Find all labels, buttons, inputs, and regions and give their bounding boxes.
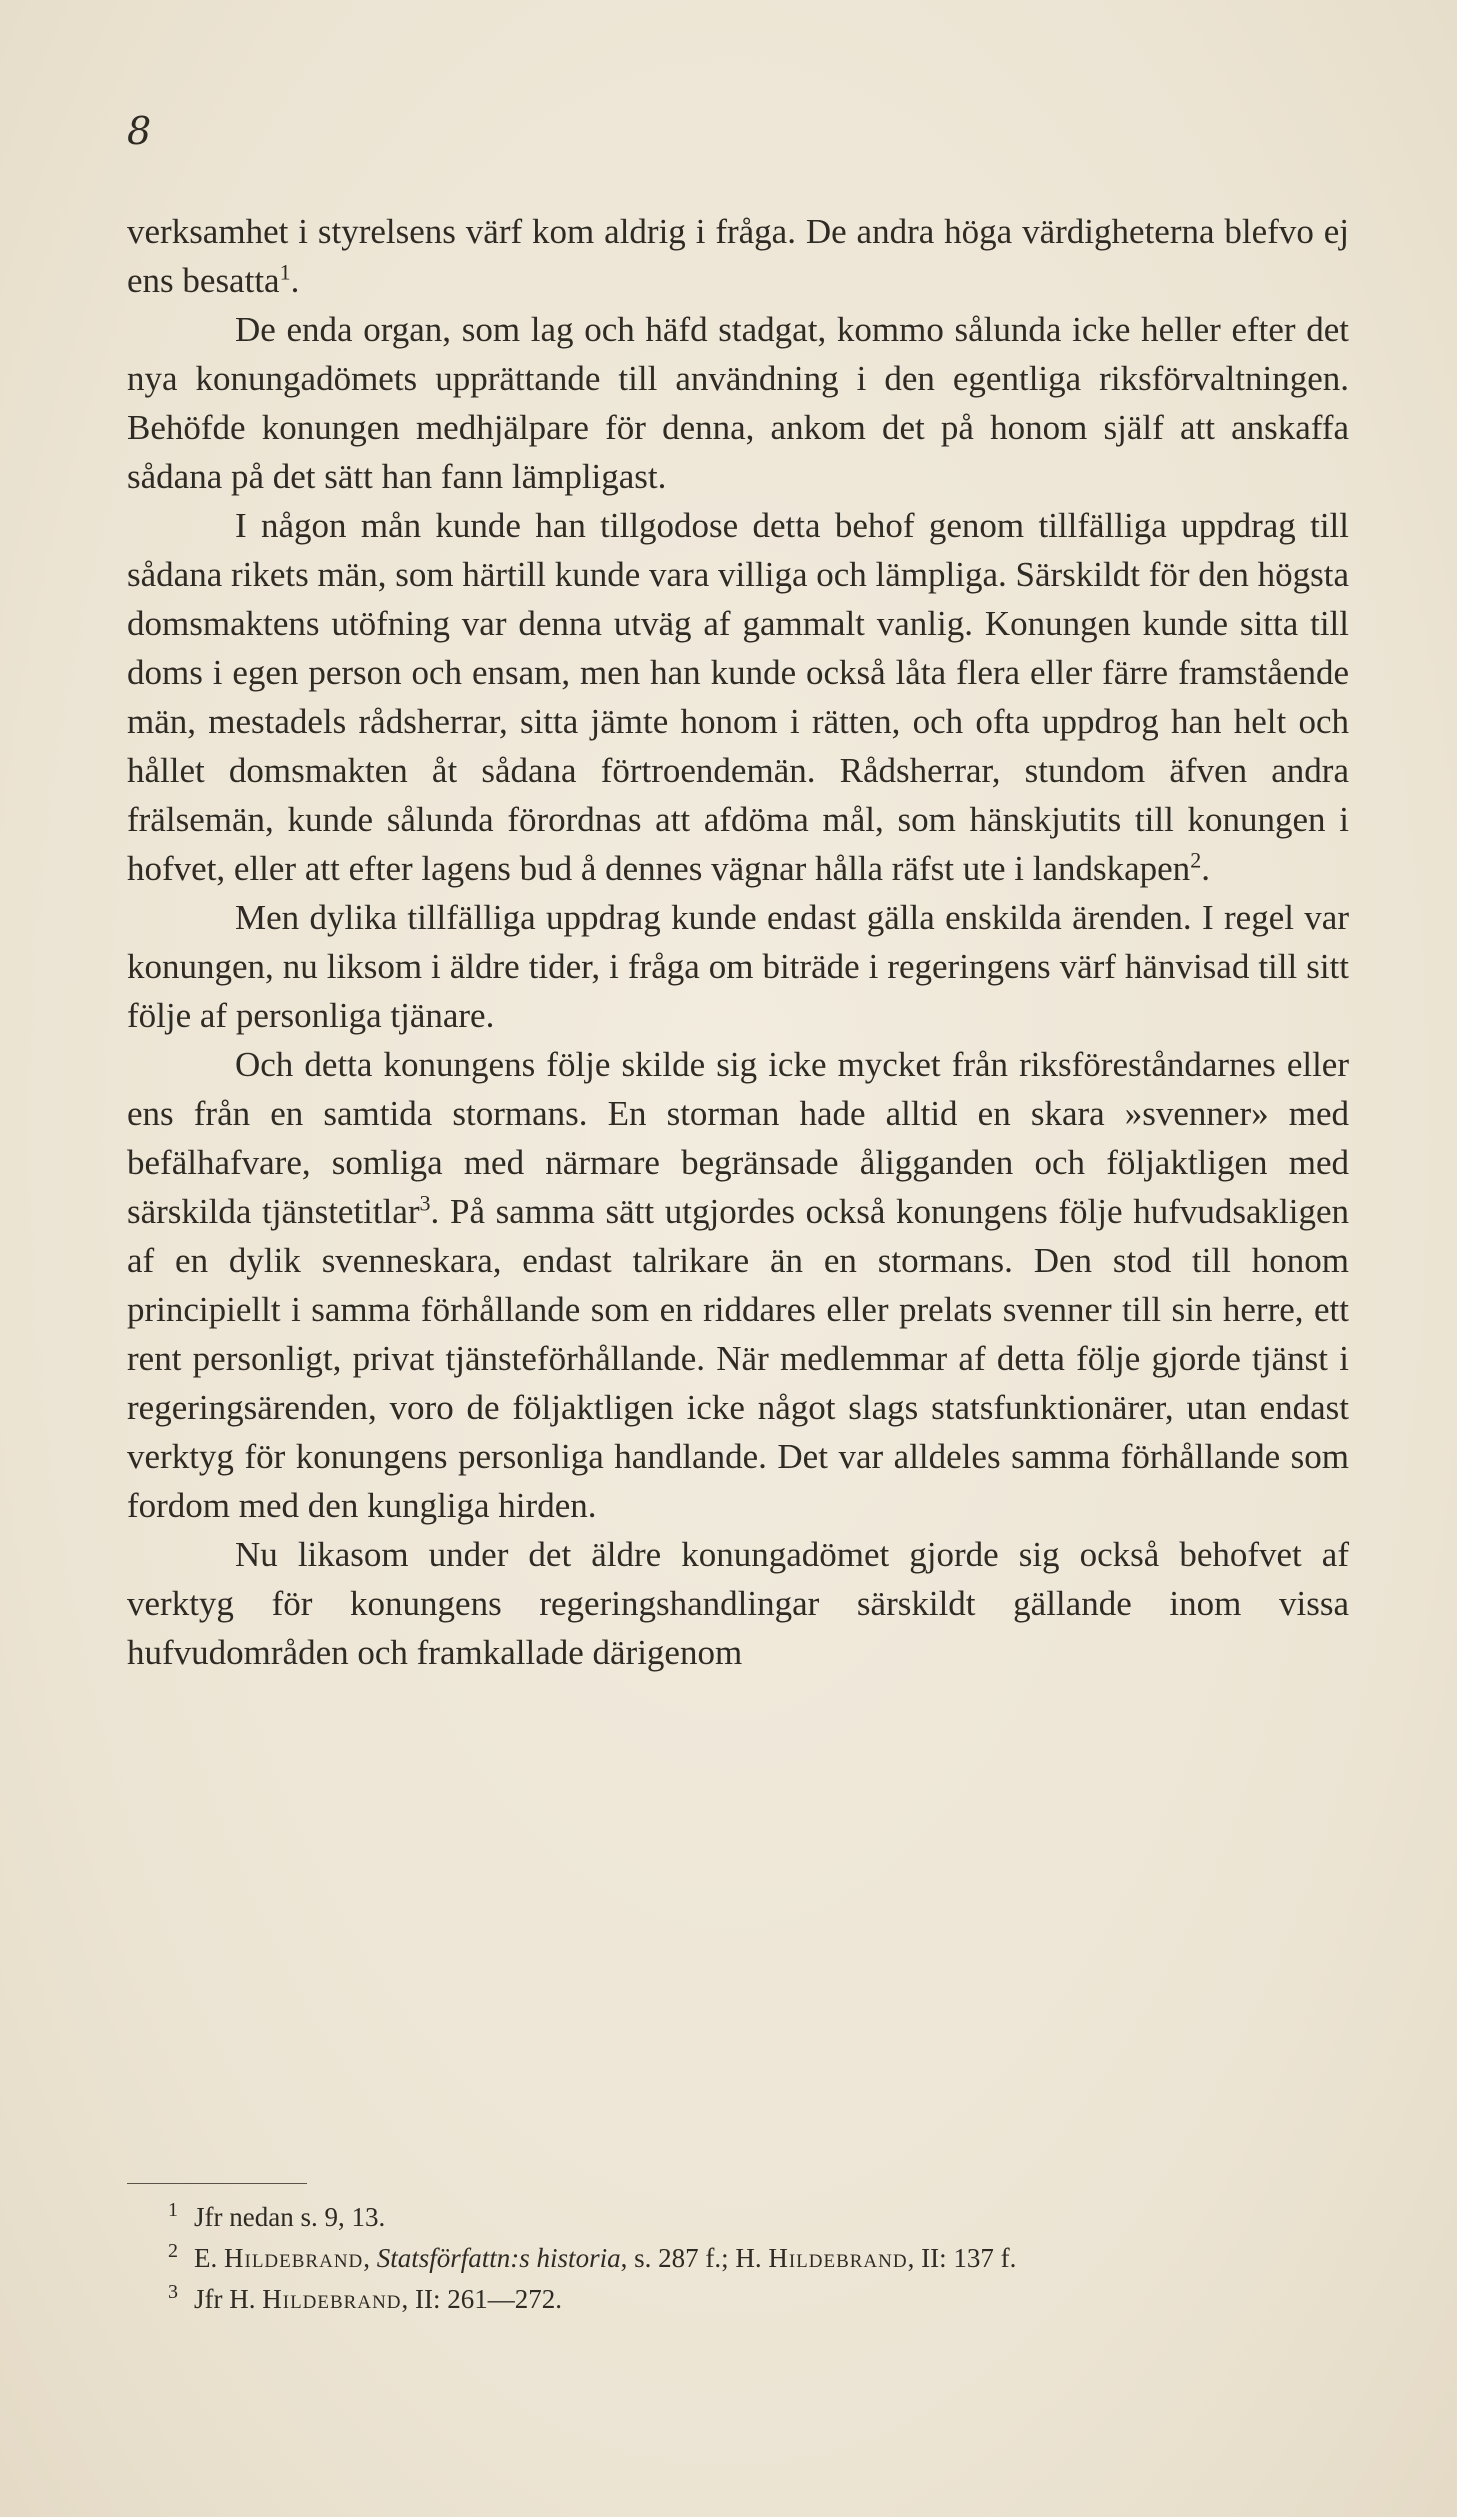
footnote-2-sep: , — [363, 2243, 377, 2273]
paragraph-4: Men dylika tillfälliga uppdrag kunde endast gälla enskilda ärenden. I regel var konungen, nu liksom i äldre tider, i fråga om biträde i regeringens värf hänvisad till sitt följe af personliga tjänare. — [127, 898, 1349, 1035]
footnote-divider — [127, 2183, 307, 2184]
body-text — [127, 207, 1349, 1677]
paragraph-2: De enda organ, som lag och häfd stadgat, kommo sålunda icke heller efter det nya konungadömets upprättande till användning i den egentliga riksförvaltningen. Behöfde konungen medhjälpare för denna, ankom det på honom själf att anskaffa sådana på det sätt han fann lämpligast. — [127, 310, 1349, 496]
footnote-1-text: Jfr nedan s. 9, 13. — [194, 2202, 386, 2232]
paragraph-5-text: Och detta konungens följe skilde sig icke mycket från riksföreståndarnes eller ens från en samtida stormans. En storman hade alltid en skara »svenner» med befälhafvare, somliga med närmare begränsade åligganden och följaktligen med särskilda tjänstetitlar — [127, 1045, 1349, 1231]
footnote-3: 3 Jfr H. Hildebrand, II: 261—272. — [168, 2281, 563, 2314]
paragraph-3-text: I någon mån kunde han tillgodose detta behof genom tillfälliga uppdrag till sådana rikets män, som härtill kunde vara villiga och lämpliga. Särskildt för den högsta domsmaktens utöfning var denna utväg af gammalt vanlig. Konungen kunde sitta till doms i egen person och ensam, men han kunde också låta flera eller färre framstående män, mestadels rådsherrar, sitta jämte honom i rätten, och ofta uppdrog han helt och hållet domsmakten åt sådana förtroendemän. Rådsherrar, stundom äfven andra frälsemän, kunde sålunda förordnas att afdöma mål, som hänskjutits till konungen i hofvet, eller att efter lagens bud å dennes vägnar hålla räfst ute i landskapen — [127, 506, 1349, 888]
footnote-ref-3: 3 — [419, 1190, 431, 1216]
footnote-2-pre: E. — [194, 2243, 224, 2273]
footnote-2-mid: , s. 287 f.; H. — [620, 2243, 769, 2273]
footnote-ref-2: 2 — [1190, 847, 1202, 873]
paragraph-3-tail: . — [1201, 849, 1210, 888]
paragraph-1-text: verksamhet i styrelsens värf kom aldrig i fråga. De andra höga värdigheterna blefvo ej ens besatta — [127, 212, 1349, 300]
footnote-2-author-1: Hildebrand — [224, 2243, 364, 2273]
paragraph-1 — [127, 207, 1349, 305]
footnote-3-pre: Jfr H. — [194, 2284, 263, 2314]
footnote-2: 2 E. Hildebrand, Statsförfattn:s historia, s. 287 f.; H. Hildebrand, II: 137 f. — [168, 2240, 1017, 2273]
footnote-2-title: Statsförfattn:s historia — [376, 2243, 621, 2273]
footnote-1: 1 Jfr nedan s. 9, 13. — [168, 2199, 386, 2232]
footnotes — [168, 2197, 1348, 2320]
paragraph-5 — [127, 1040, 1349, 1530]
footnote-2-post: , II: 137 f. — [907, 2243, 1017, 2273]
footnote-3-post: , II: 261—272. — [401, 2284, 563, 2314]
paragraph-5-tail: . På samma sätt utgjordes också konungens följe hufvudsakligen af en dylik svenneskara, endast talrikare än en stormans. Den stod till honom principiellt i samma förhållande som en riddares eller prelats svenner till sin herre, ett rent personligt, privat tjänsteförhållande. När medlemmar af detta följe gjorde tjänst i regeringsärenden, voro de följaktligen icke något slags statsfunktionärer, utan endast verktyg för konungens personliga handlande. Det var alldeles samma förhållande som fordom med den kungliga hirden. — [127, 1192, 1349, 1525]
paragraph-1-tail: . — [290, 261, 300, 300]
footnote-ref-1: 1 — [279, 259, 291, 285]
page-number: 8 — [127, 109, 152, 153]
footnote-2-author-2: Hildebrand — [768, 2243, 908, 2273]
paragraph-6: Nu likasom under det äldre konungadömet gjorde sig också behofvet af verktyg för konungens regeringshandlingar särskildt gällande inom vissa hufvudområden och framkallade därigenom — [127, 1535, 1349, 1672]
paragraph-3 — [127, 501, 1349, 893]
footnote-3-author: Hildebrand — [262, 2284, 402, 2314]
